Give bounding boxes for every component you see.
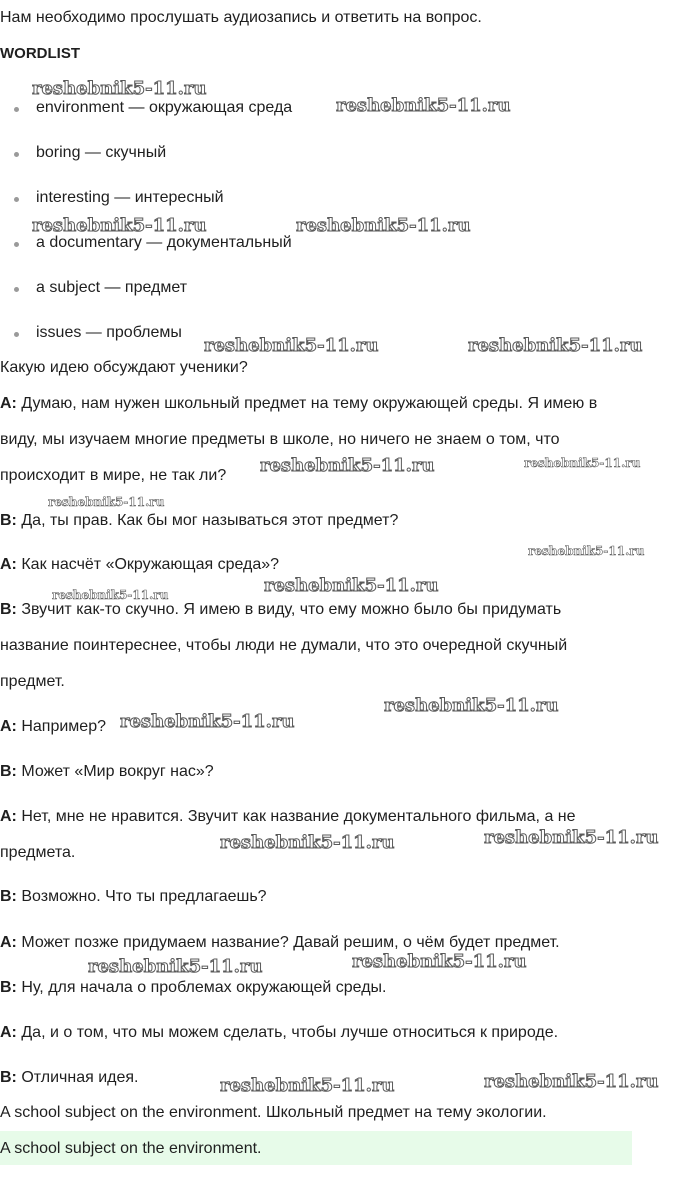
speaker-label: B: <box>0 888 17 905</box>
dialogue-line: B: Звучит как-то скучно. Я имею в виду, что ему можно было бы придумать <box>0 601 562 618</box>
watermark: reshebnik5-11.ru <box>484 827 659 848</box>
bullet-icon <box>14 287 19 292</box>
bullet-icon <box>14 197 19 202</box>
watermark: reshebnik5-11.ru <box>48 495 165 509</box>
watermark: reshebnik5-11.ru <box>204 335 379 356</box>
speaker-label: A: <box>0 718 17 735</box>
watermark: reshebnik5-11.ru <box>336 95 511 116</box>
dialogue-line: название поинтереснее, чтобы люди не думали, что это очередной скучный <box>0 637 568 654</box>
dialogue-line: B: Отличная идея. <box>0 1069 139 1086</box>
watermark: reshebnik5-11.ru <box>32 78 207 99</box>
dialogue-line: A: Думаю, нам нужен школьный предмет на тему окружающей среды. Я имею в <box>0 395 598 412</box>
bullet-icon <box>14 107 19 112</box>
watermark: reshebnik5-11.ru <box>220 1075 395 1096</box>
question-text: Какую идею обсуждают ученики? <box>0 359 248 376</box>
watermark: reshebnik5-11.ru <box>260 455 435 476</box>
watermark: reshebnik5-11.ru <box>220 832 395 853</box>
speaker-label: B: <box>0 763 17 780</box>
dialogue-line: предмета. <box>0 844 76 861</box>
intro-text: Нам необходимо прослушать аудиозапись и ответить на вопрос. <box>0 9 482 26</box>
dialogue-line: виду, мы изучаем многие предметы в школе, но ничего не знаем о том, что <box>0 431 560 448</box>
watermark: reshebnik5-11.ru <box>524 456 641 470</box>
watermark: reshebnik5-11.ru <box>528 544 645 558</box>
dialogue-line: A: Может позже придумаем название? Давай решим, о чём будет предмет. <box>0 934 560 951</box>
dialogue-line: A: Как насчёт «Окружающая среда»? <box>0 556 280 573</box>
dialogue-line: B: Да, ты прав. Как бы мог называться этот предмет? <box>0 512 399 529</box>
speaker-label: A: <box>0 395 17 412</box>
watermark: reshebnik5-11.ru <box>88 956 263 977</box>
dialogue-line: A: Да, и о том, что мы можем сделать, чтобы лучше относиться к природе. <box>0 1024 559 1041</box>
dialogue-line: B: Возможно. Что ты предлагаешь? <box>0 888 267 905</box>
dialogue-line: A: Нет, мне не нравится. Звучит как название документального фильма, а не <box>0 808 576 825</box>
dialogue-line: происходит в мире, не так ли? <box>0 467 227 484</box>
watermark: reshebnik5-11.ru <box>484 1071 659 1092</box>
wordlist-title: WORDLIST <box>0 45 80 62</box>
watermark: reshebnik5-11.ru <box>384 695 559 716</box>
speaker-label: A: <box>0 934 17 951</box>
speaker-label: B: <box>0 1069 17 1086</box>
watermark: reshebnik5-11.ru <box>352 951 527 972</box>
watermark: reshebnik5-11.ru <box>120 711 295 732</box>
bullet-icon <box>14 242 19 247</box>
answer-text: A school subject on the environment. <box>0 1140 262 1157</box>
watermark: reshebnik5-11.ru <box>468 335 643 356</box>
bullet-icon <box>14 152 19 157</box>
dialogue-line: B: Ну, для начала о проблемах окружающей среды. <box>0 979 387 996</box>
watermark: reshebnik5-11.ru <box>296 215 471 236</box>
answer-box <box>0 1131 632 1165</box>
dialogue-line: A: Например? <box>0 718 106 735</box>
bullet-icon <box>14 332 19 337</box>
watermark: reshebnik5-11.ru <box>264 575 439 596</box>
watermark: reshebnik5-11.ru <box>52 588 169 602</box>
speaker-label: A: <box>0 1024 17 1041</box>
speaker-label: B: <box>0 601 17 618</box>
dialogue-line: предмет. <box>0 673 65 690</box>
speaker-label: B: <box>0 512 17 529</box>
translation-text: A school subject on the environment. Школьный предмет на тему экологии. <box>0 1104 547 1121</box>
speaker-label: A: <box>0 556 17 573</box>
speaker-label: B: <box>0 979 17 996</box>
watermark: reshebnik5-11.ru <box>32 215 207 236</box>
speaker-label: A: <box>0 808 17 825</box>
dialogue-line: B: Может «Мир вокруг нас»? <box>0 763 214 780</box>
